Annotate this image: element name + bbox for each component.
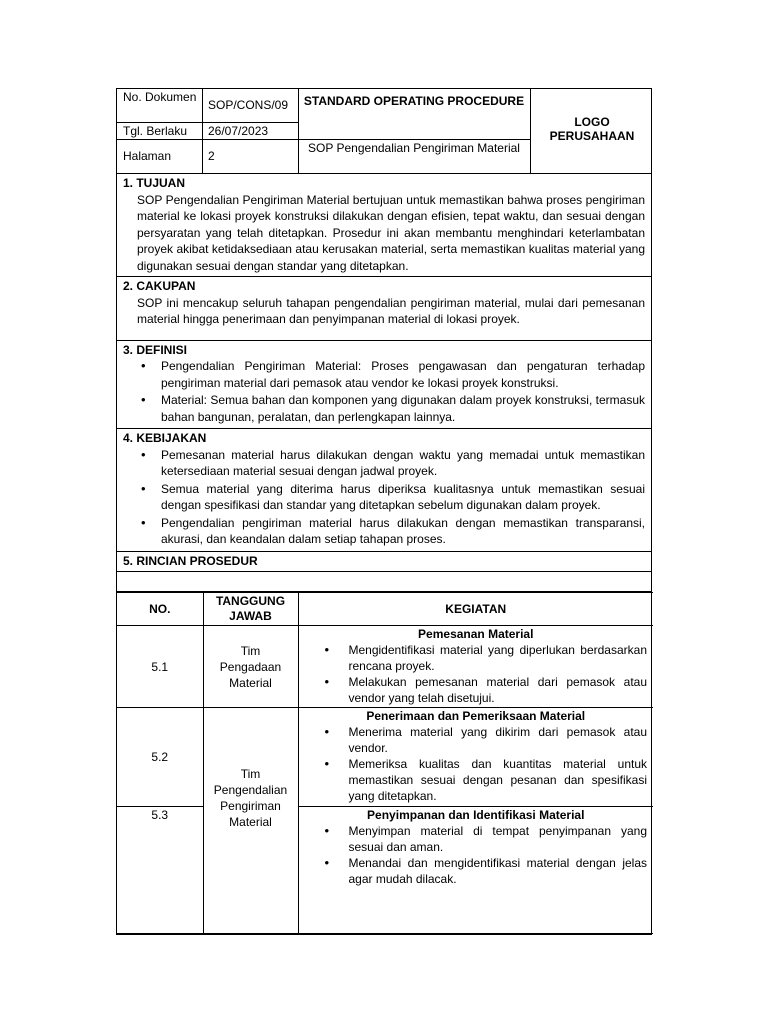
date-value: 26/07/2023: [208, 124, 269, 138]
sop-document: [116, 88, 652, 935]
list-item: • Menandai dan mengidentifikasi material dengan jelas agar mudah dilacak.: [349, 855, 648, 887]
page-label: Halaman: [123, 149, 172, 163]
list-item: • Mengidentifikasi material yang diperlukan berdasarkan rencana proyek.: [349, 642, 648, 674]
header-no: NO.: [117, 593, 203, 626]
header-tanggung-jawab: TANGGUNG JAWAB: [203, 593, 298, 626]
row-number: 5.3: [117, 807, 203, 934]
company-logo-placeholder: LOGO PERUSAHAAN: [549, 115, 635, 143]
page-value: 2: [208, 149, 215, 163]
header-kegiatan: KEGIATAN: [298, 593, 653, 626]
list-item: • Semua material yang diterima harus diperiksa kualitasnya untuk memastikan sesuai dengan spesifikasi dan standar yang ditetapkan sebelum digunakan dalam proyek.: [161, 481, 645, 514]
section-rincian: [117, 552, 651, 573]
table-header-row: [117, 593, 653, 626]
activity-title: Penyimpanan dan Identifikasi Material: [367, 808, 585, 822]
list-item: • Menyimpan material di tempat penyimpanan yang sesuai dan aman.: [349, 823, 648, 855]
activity-title: Pemesanan Material: [418, 627, 534, 641]
section-title: 4. KEBIJAKAN: [123, 431, 207, 445]
section-text: SOP ini mencakup seluruh tahapan pengendalian pengiriman material, mulai dari pemesanan material hingga penerimaan dan penyimpanan material di lokasi proyek.: [137, 295, 645, 326]
list-item: • Pemesanan material harus dilakukan dengan waktu yang memadai untuk memastikan ketersediaan material sesuai dengan jadwal proyek.: [161, 447, 645, 480]
row-activity: [298, 807, 653, 934]
row-responsible: Tim Pengadaan Material: [203, 626, 298, 708]
doc-no-label: No. Dokumen: [123, 90, 197, 104]
table-row: [117, 708, 653, 807]
definition-list: [123, 358, 645, 425]
list-item: • Melakukan pemesanan material dari pemasok atau vendor yang telah disetujui.: [349, 674, 648, 706]
sop-frame: [116, 88, 652, 935]
activity-list: [305, 642, 648, 706]
date-label: Tgl. Berlaku: [123, 124, 188, 138]
row-activity: [298, 708, 653, 807]
section-text: SOP Pengendalian Pengiriman Material bertujuan untuk memastikan bahwa proses pengiriman material ke lokasi proyek konstruksi dilakukan dengan efisien, tepat waktu, dan sesuai dengan persyaratan yang telah ditetapkan. Prosedur ini akan membantu menghindari keterlambatan proyek akibat ketidaksediaan atau kerusakan material, serta memastikan kualitas material yang digunakan sesuai dengan standar yang ditetapkan.: [137, 192, 645, 273]
table-row: [117, 807, 653, 934]
section-definisi: [117, 341, 651, 430]
blank-row: [117, 572, 651, 592]
document-title: STANDARD OPERATING PROCEDURE: [303, 94, 525, 108]
document-header: [117, 89, 651, 174]
activity-list: [305, 823, 648, 887]
section-title: 2. CAKUPAN: [123, 279, 196, 293]
policy-list: [123, 447, 645, 548]
list-item: • Pengendalian pengiriman material harus dilakukan dengan memastikan transparansi, akurasi, dan keandalan dalam setiap tahapan proses.: [161, 515, 645, 548]
list-item: • Material: Semua bahan dan komponen yang digunakan dalam proyek konstruksi, termasuk bahan bangunan, peralatan, dan perlengkapan lainnya.: [161, 392, 645, 425]
activity-title: Penerimaan dan Pemeriksaan Material: [366, 709, 586, 723]
table-row: [117, 626, 653, 708]
doc-no-value: SOP/CONS/09: [208, 98, 289, 112]
section-tujuan: [117, 174, 651, 277]
section-title: 5. RINCIAN PROSEDUR: [123, 553, 258, 568]
section-kebijakan: [117, 429, 651, 552]
list-item: • Menerima material yang dikirim dari pemasok atau vendor.: [349, 724, 648, 756]
section-title: 1. TUJUAN: [123, 176, 186, 190]
row-number: 5.1: [117, 626, 203, 708]
document-subtitle: SOP Pengendalian Pengiriman Material: [308, 141, 520, 155]
row-responsible-merged: Tim Pengendalian Pengiriman Material: [203, 708, 298, 934]
list-item: • Pengendalian Pengiriman Material: Proses pengawasan dan pengaturan terhadap pengiriman material dari pemasok atau vendor ke lokasi proyek konstruksi.: [161, 358, 645, 391]
row-number: 5.2: [117, 708, 203, 807]
procedure-table: [117, 592, 653, 934]
section-title: 3. DEFINISI: [123, 342, 188, 357]
list-item: • Memeriksa kualitas dan kuantitas material untuk memastikan sesuai dengan pesanan dan spesifikasi yang ditetapkan.: [349, 756, 648, 804]
section-cakupan: [117, 277, 651, 341]
activity-list: [305, 724, 648, 804]
row-activity: [298, 626, 653, 708]
